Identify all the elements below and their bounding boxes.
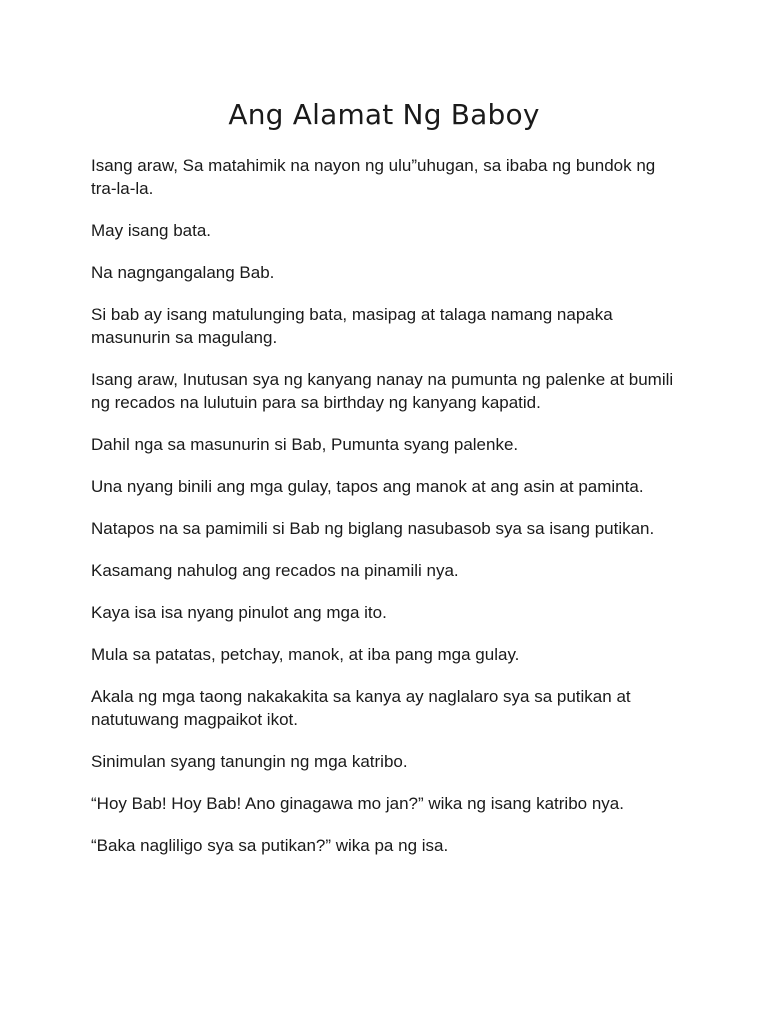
paragraph: Sinimulan syang tanungin ng mga katribo. [91,752,408,771]
paragraph: Kaya isa isa nyang pinulot ang mga ito. [91,603,387,622]
paragraph: Isang araw, Sa matahimik na nayon ng ulu”uhugan, sa ibaba ng bundok ng tra-la-la. [91,156,656,198]
paragraph: Mula sa patatas, petchay, manok, at iba pang mga gulay. [91,645,520,664]
paragraph: Dahil nga sa masunurin si Bab, Pumunta syang palenke. [91,435,519,454]
paragraph: Si bab ay isang matulunging bata, masipag at talaga namang napaka masunurin sa magulang. [91,305,613,347]
paragraph: Akala ng mga taong nakakakita sa kanya ay naglalaro sya sa putikan at natutuwang magpaikot ikot. [91,687,631,729]
paragraph: Kasamang nahulog ang recados na pinamili nya. [91,561,459,580]
paragraph: Una nyang binili ang mga gulay, tapos ang manok at ang asin at paminta. [91,477,644,496]
paragraph: May isang bata. [91,221,212,240]
paragraph: “Hoy Bab! Hoy Bab! Ano ginagawa mo jan?” wika ng isang katribo nya. [91,794,624,813]
document-body [91,154,681,876]
document-title: Ang Alamat Ng Baboy [228,98,540,131]
paragraph: Isang araw, Inutusan sya ng kanyang nanay na pumunta ng palenke at bumili ng recados na lulutuin para sa birthday ng kanyang kapatid. [91,370,674,412]
paragraph: Natapos na sa pamimili si Bab ng biglang nasubasob sya sa isang putikan. [91,519,655,538]
paragraph: “Baka nagliligo sya sa putikan?” wika pa ng isa. [91,836,449,855]
paragraph: Na nagngangalang Bab. [91,263,275,282]
